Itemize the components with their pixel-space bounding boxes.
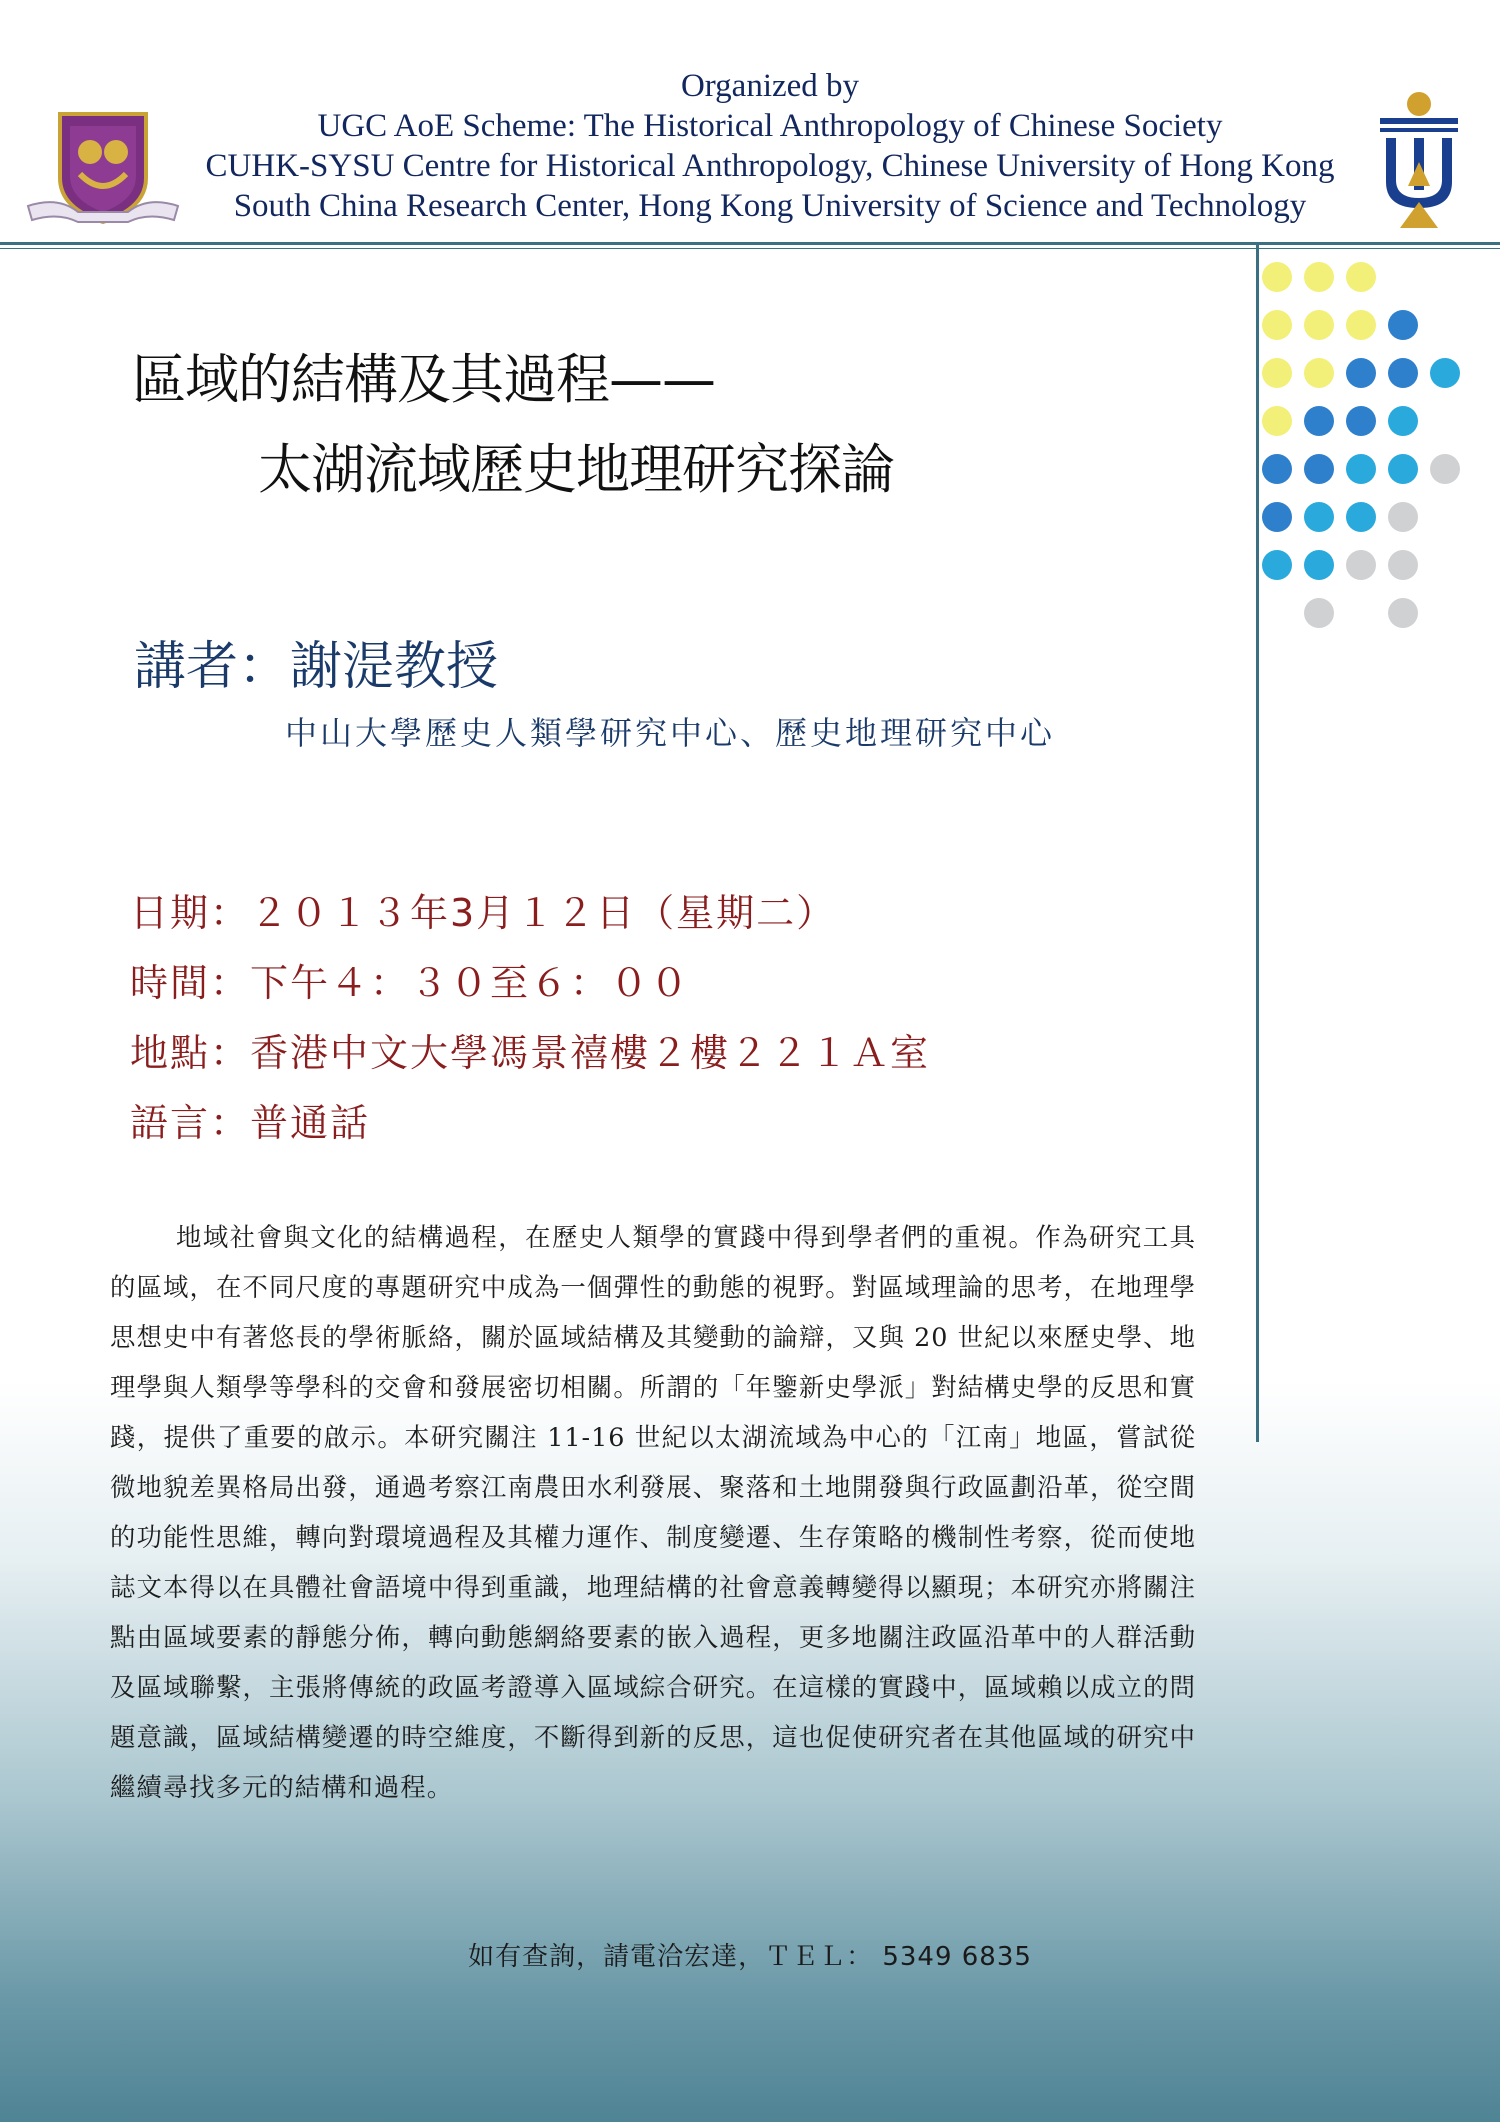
decorative-dot [1262,454,1292,484]
contact-info: 如有查詢，請電洽宏達，ＴＥＬ： 5349 6835 [468,1942,1032,1972]
speaker-affiliation: 中山大學歷史人類學研究中心、歷史地理研究中心 [285,714,1056,752]
organizer-line-1: UGC AoE Scheme: The Historical Anthropology of Chinese Society [317,108,1223,144]
decorative-dot [1304,598,1334,628]
decorative-dot [1346,358,1376,388]
decorative-dot [1304,454,1334,484]
decorative-dot [1304,406,1334,436]
speaker-name: 講者：謝湜教授 [134,637,499,697]
hkust-logo [1378,90,1460,230]
decorative-dot-grid [1262,262,1462,642]
decorative-dot [1430,454,1460,484]
decorative-dot [1388,358,1418,388]
event-language: 語言：普通話 [130,1101,371,1145]
decorative-dot [1262,502,1292,532]
vertical-divider [1256,245,1259,1442]
decorative-dot [1304,358,1334,388]
decorative-dot [1346,502,1376,532]
decorative-dot [1388,550,1418,580]
decorative-dot [1388,454,1418,484]
decorative-dot [1388,598,1418,628]
event-date: 日期：２０１３年3月１２日（星期二） [130,891,837,935]
event-time: 時間：下午４：３０至６：００ [130,961,691,1005]
decorative-dot [1262,310,1292,340]
decorative-dot [1262,550,1292,580]
lecture-title-line-2: 太湖流域歷史地理研究探論 [258,438,894,501]
lecture-abstract: 地域社會與文化的結構過程，在歷史人類學的實踐中得到學者們的重視。作為研究工具的區域，在不同尺度的專題研究中成為一個彈性的動態的視野。對區域理論的思考，在地理學思想史中有著悠長的學術脈絡，關於區域結構及其變動的論辯，又與 20 世紀以來歷史學、地理學與人類學等學科的交會和發展密切相關。所謂的「年鑒新史學派」對結構史學的反思和實踐，提供了重要的啟示。本研究關注 11-16 世紀以太湖流域為中心的「江南」地區，嘗試從微地貌差異格局出發，通過考察江南農田水利發展、聚落和土地開發與行政區劃沿革，從空間的功能性思維，轉向對環境過程及其權力運作、制度變遷、生存策略的機制性考察，從而使地誌文本得以在具體社會語境中得到重識，地理結構的社會意義轉變得以顯現；本研究亦將關注點由區域要素的靜態分佈，轉向動態網絡要素的嵌入過程，更多地關注政區沿革中的人群活動及區域聯繫，主張將傳統的政區考證導入區域綜合研究。在這樣的實踐中，區域賴以成立的問題意識，區域結構變遷的時空維度，不斷得到新的反思，這也促使研究者在其他區域的研究中繼續尋找多元的結構和過程。 [110,1222,1196,1802]
decorative-dot [1304,550,1334,580]
decorative-dot [1262,406,1292,436]
decorative-dot [1262,358,1292,388]
decorative-dot [1346,310,1376,340]
cuhk-crest-logo [18,108,188,230]
decorative-dot [1346,550,1376,580]
decorative-dot [1388,310,1418,340]
header-divider [0,242,1500,245]
lecture-title-line-1: 區域的結構及其過程—— [132,348,715,411]
decorative-dot [1430,358,1460,388]
header-divider-thin [0,248,1500,249]
decorative-dot [1304,310,1334,340]
decorative-dot [1346,406,1376,436]
decorative-dot [1304,262,1334,292]
organizer-line-3: South China Research Center, Hong Kong University of Science and Technology [233,188,1307,224]
decorative-dot [1388,406,1418,436]
organizer-block [170,66,1370,226]
decorative-dot [1262,262,1292,292]
decorative-dot [1388,502,1418,532]
event-venue: 地點：香港中文大學馮景禧樓２樓２２１Ａ室 [130,1031,931,1075]
decorative-dot [1304,502,1334,532]
decorative-dot [1346,262,1376,292]
organized-by-label: Organized by [680,68,860,104]
organizer-line-2: CUHK-SYSU Centre for Historical Anthropology, Chinese University of Hong Kong [205,148,1335,184]
decorative-dot [1346,454,1376,484]
